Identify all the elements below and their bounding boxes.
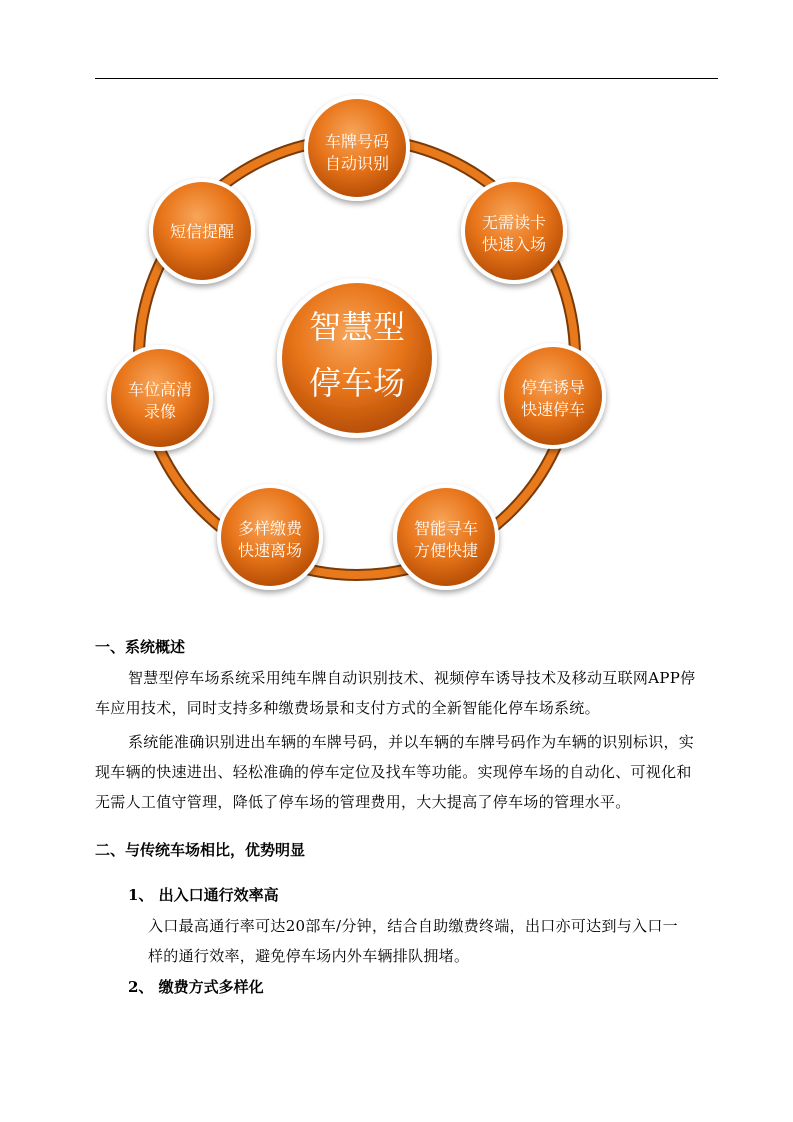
node-plate-recognition (304, 95, 410, 201)
section2-item1-text-line2: 样的通行效率，避免停车场内外车辆排队拥堵。 (148, 947, 470, 965)
node-label: 录像 (143, 402, 177, 421)
center-label-line1: 智慧型 (308, 308, 406, 346)
node-label: 短信提醒 (169, 222, 235, 241)
node-label: 智能寻车 (413, 519, 479, 538)
section2-item1-heading: 1、 出入口通行效率高 (128, 886, 279, 904)
node-multi-payment (217, 484, 323, 590)
node-sms-reminder (149, 178, 255, 284)
section2-item1-text-line1: 入口最高通行率可达20部车/分钟，结合自助缴费终端，出口亦可达到与入口一 (148, 917, 678, 935)
section1-heading: 一、系统概述 (95, 638, 186, 656)
section1-paragraph2-line2: 现车辆的快速进出、轻松准确的停车定位及找车等功能。实现停车场的自动化、可视化和 (95, 763, 692, 781)
section1-paragraph1-line1: 智慧型停车场系统采用纯车牌自动识别技术、视频停车诱导技术及移动互联网APP停 (128, 669, 696, 687)
center-node (277, 278, 437, 438)
section1-paragraph2-line3: 无需人工值守管理，降低了停车场的管理费用，大大提高了停车场的管理水平。 (95, 793, 631, 811)
center-label-line2: 停车场 (308, 364, 406, 402)
node-label: 车位高清 (127, 380, 193, 399)
section2-heading: 二、与传统车场相比，优势明显 (95, 841, 306, 859)
node-label: 自动识别 (324, 154, 390, 173)
section1-paragraph1-line2: 车应用技术，同时支持多种缴费场景和支付方式的全新智能化停车场系统。 (95, 699, 600, 717)
node-label: 无需读卡 (481, 213, 547, 232)
node-label: 停车诱导 (520, 378, 586, 397)
node-parking-guidance (500, 343, 606, 449)
node-no-card-entry (461, 178, 567, 284)
node-label: 多样缴费 (237, 519, 303, 538)
node-label: 快速入场 (481, 235, 547, 254)
node-label: 快速离场 (237, 541, 303, 560)
section1-paragraph2-line1: 系统能准确识别进出车辆的车牌号码，并以车辆的车牌号码作为车辆的识别标识，实 (128, 733, 695, 751)
node-label: 方便快捷 (413, 541, 479, 560)
node-label: 车牌号码 (324, 132, 390, 151)
node-hd-recording (107, 345, 213, 451)
section2-item2-heading: 2、 缴费方式多样化 (128, 978, 264, 996)
node-smart-car-finding (393, 484, 499, 590)
node-label: 快速停车 (520, 400, 586, 419)
